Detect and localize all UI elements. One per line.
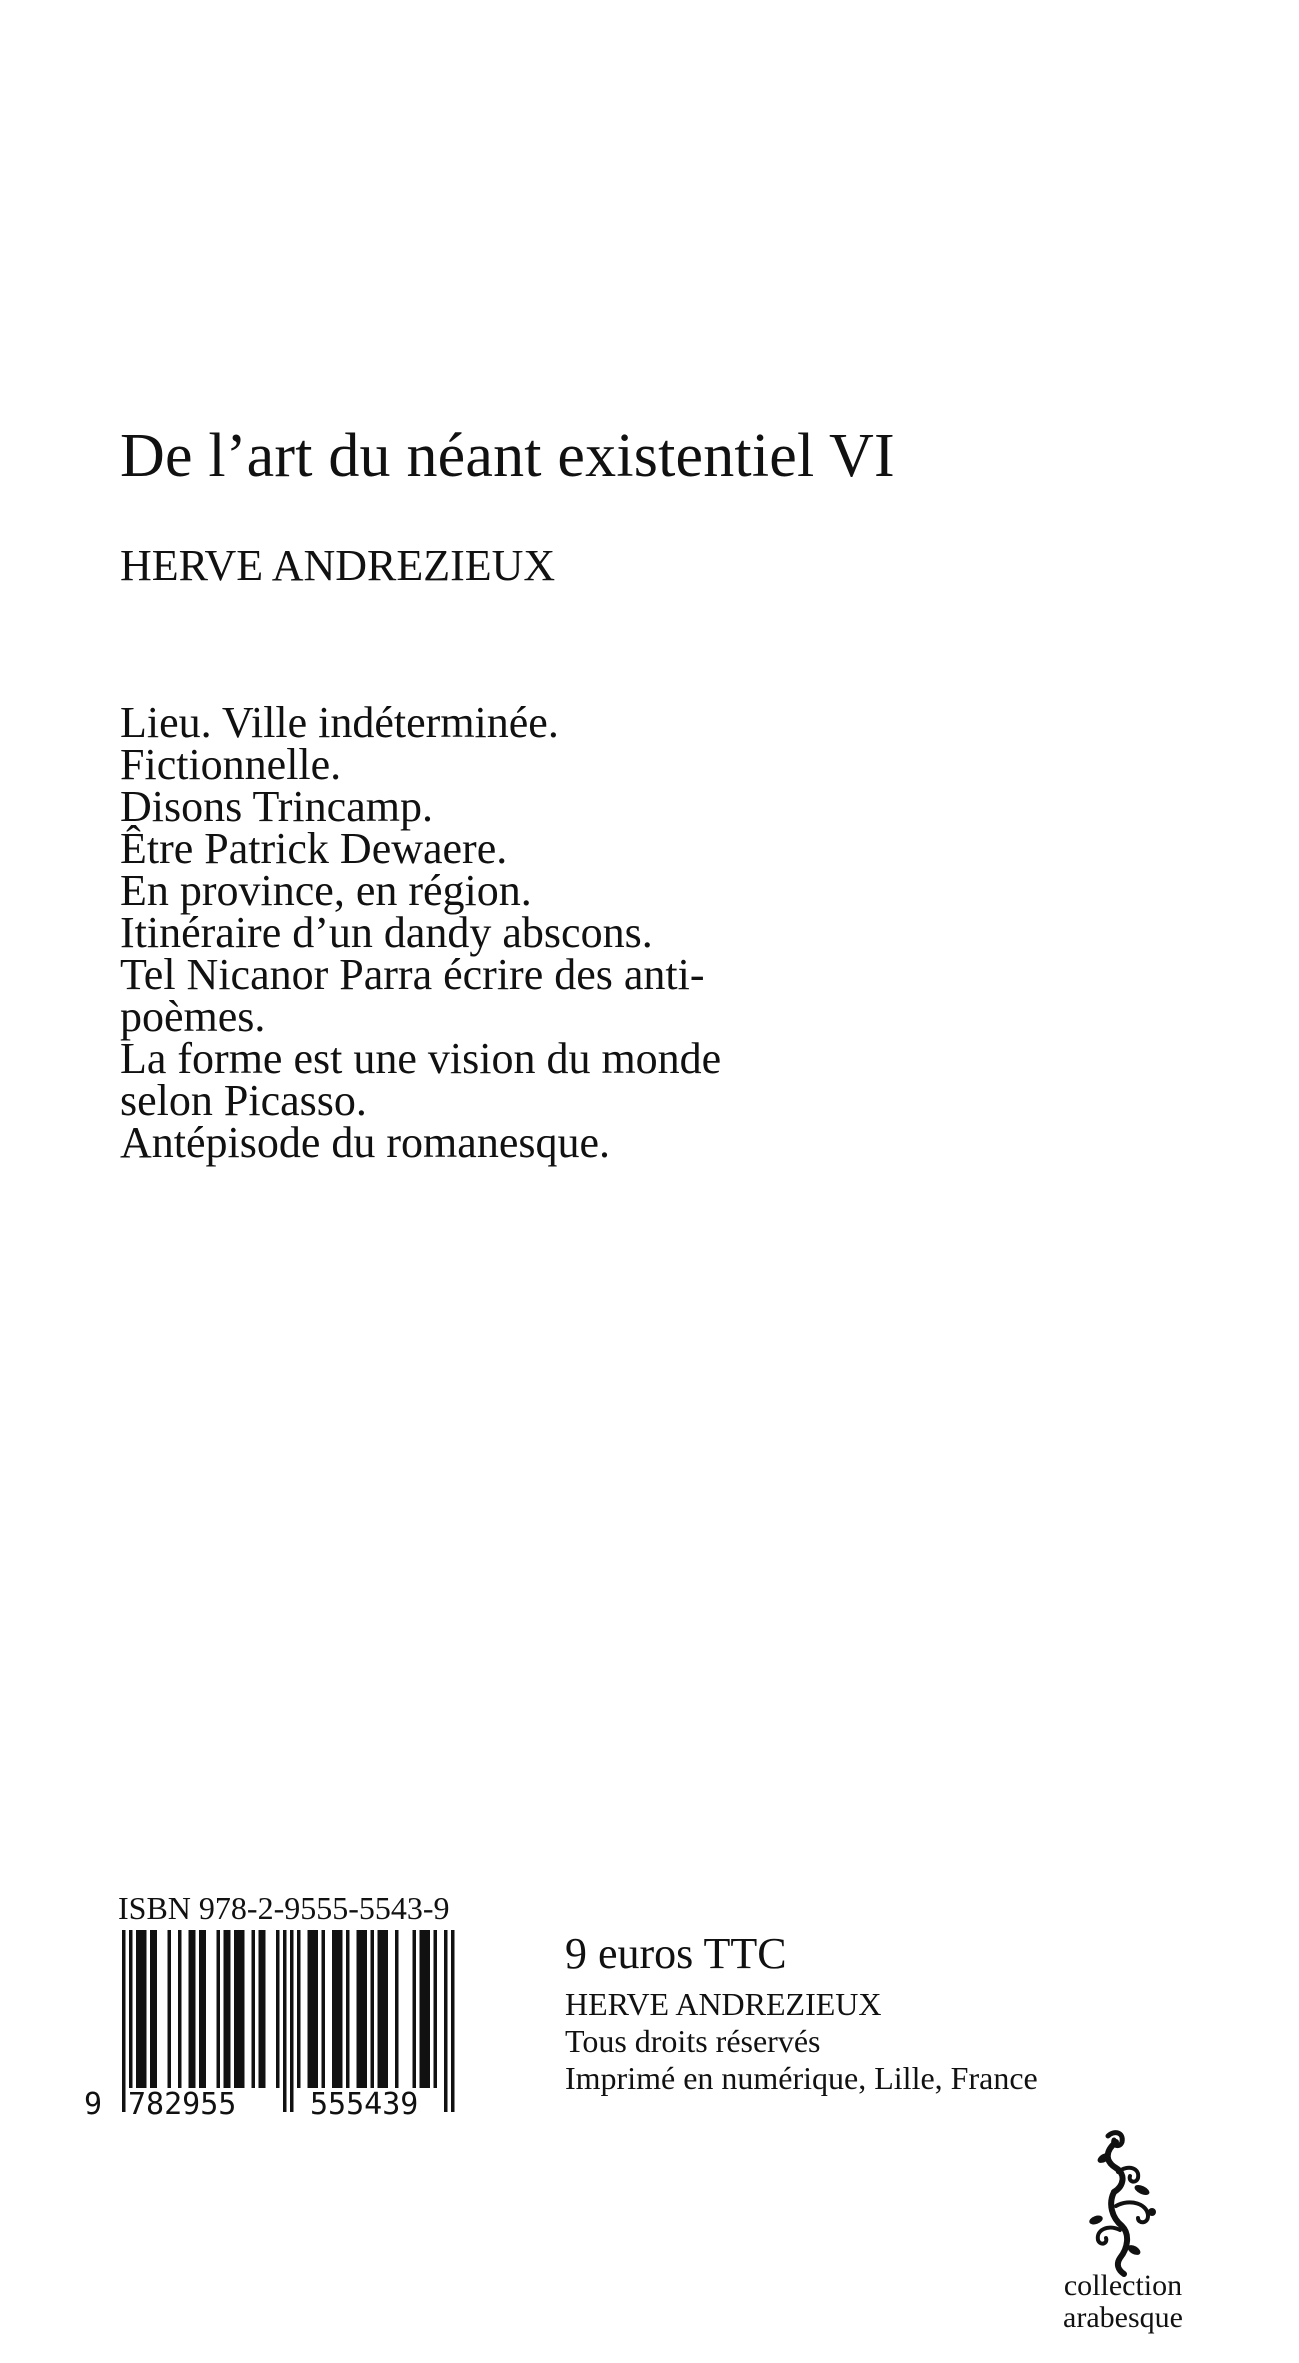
barcode-bar [308,1930,312,2088]
barcode-bar [199,1930,203,2088]
barcode-bar [136,1930,140,2088]
barcode-bar [192,1930,196,2088]
barcode-left-digits: 782955 [128,2087,237,2122]
barcode-bar [259,1930,263,2088]
barcode-bar [143,1930,147,2088]
barcode-bar [252,1930,256,2088]
barcode-bar [332,1930,336,2088]
barcode-bar [423,1930,427,2088]
barcode-bar [122,1930,126,2112]
barcode-bar [371,1930,375,2088]
blurb-line: Tel Nicanor Parra écrire des anti- [120,950,705,999]
barcode-bar [357,1930,361,2088]
barcode-bar [224,1930,228,2088]
blurb-line: La forme est une vision du monde [120,1034,722,1083]
barcode-bar [360,1930,364,2088]
collection-line-1: collection [1063,2269,1183,2302]
printer-notice: Imprimé en numérique, Lille, France [565,2060,1038,2096]
barcode-bar [238,1930,242,2088]
barcode-bar [290,1930,294,2112]
blurb-line: Fictionnelle. [120,740,342,789]
collection-line-2: arabesque [1063,2301,1183,2334]
barcode-bar [189,1930,193,2088]
barcode-bar [203,1930,207,2088]
barcode-first-digit: 9 [84,2087,103,2122]
collection-name [1048,2270,1198,2334]
barcode-bar [378,1930,382,2088]
blurb-line: poèmes. [120,992,266,1041]
book-author: HERVE ANDREZIEUX [120,541,556,590]
barcode-bar [217,1930,221,2088]
blurb-line: Être Patrick Dewaere. [120,824,508,873]
barcode-bar [283,1930,287,2112]
barcode-bar [346,1930,350,2088]
barcode-bar [311,1930,315,2088]
back-cover-blurb [120,698,1020,1167]
blurb-line: Disons Trincamp. [120,782,433,831]
blurb-line: Itinéraire d’un dandy abscons. [120,908,653,957]
barcode-right-digits: 555439 [310,2087,419,2122]
barcode-bar [234,1930,238,2088]
barcode-bar [336,1930,340,2088]
barcode-bar [129,1930,133,2112]
isbn-label: ISBN 978-2-9555-5543-9 [118,1890,450,1926]
barcode-bar [154,1930,158,2088]
barcode-bar [385,1930,389,2088]
barcode-bar [413,1930,417,2088]
blurb-line: Antépisode du romanesque. [120,1118,610,1167]
barcode-bar [297,1930,301,2088]
book-title: De l’art du néant existentiel VI [120,422,895,490]
barcode-bar [150,1930,154,2088]
barcode-bar [262,1930,266,2088]
barcode-bar [276,1930,280,2088]
blurb-line: Lieu. Ville indéterminée. [120,698,559,747]
barcode-bar [420,1930,424,2088]
barcode-bar [444,1930,448,2112]
barcode-bar [241,1930,245,2088]
barcode-bar [227,1930,231,2088]
barcode-bar [434,1930,438,2088]
barcode-bar [364,1930,368,2088]
barcode-bar [322,1930,326,2088]
imprint-author: HERVE ANDREZIEUX [565,1986,882,2022]
rights-notice: Tous droits réservés [565,2023,821,2059]
barcode-bar [339,1930,343,2088]
barcode-bar [395,1930,399,2088]
ornamental-vine-logo-icon [1068,2128,1168,2278]
barcode-bar [315,1930,319,2088]
blurb-line: En province, en région. [120,866,532,915]
blurb-line: selon Picasso. [120,1076,367,1125]
price: 9 euros TTC [565,1929,787,1978]
barcode-bar [140,1930,144,2088]
barcode-bar [381,1930,385,2088]
barcode-bar [451,1930,455,2112]
barcode-bar [168,1930,172,2088]
barcode-bar [427,1930,431,2088]
barcode-bar [178,1930,182,2088]
